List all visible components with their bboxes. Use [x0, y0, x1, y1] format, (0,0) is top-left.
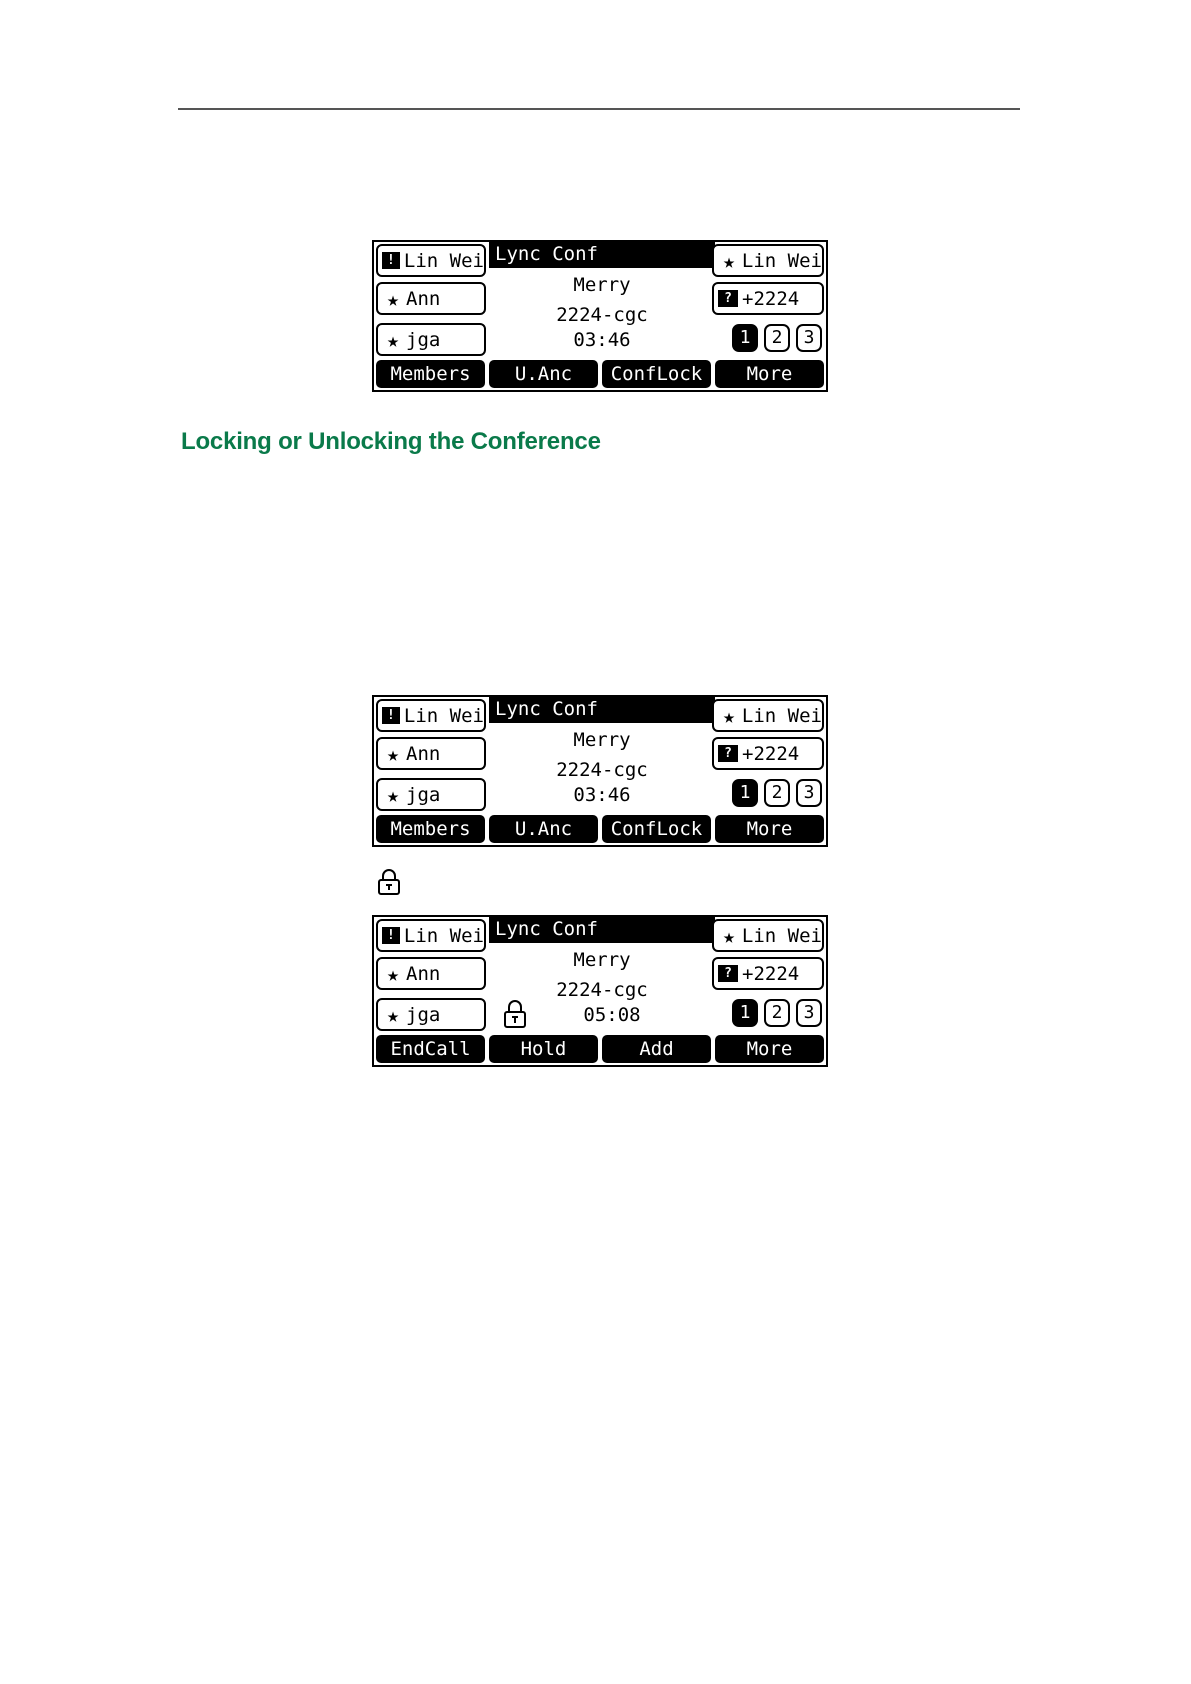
conflock-softkey[interactable]: ConfLock — [602, 815, 711, 843]
softkey-bar — [376, 815, 824, 843]
call-duration: 05:08 — [583, 1004, 641, 1026]
star-icon: ★ — [386, 286, 400, 311]
header-rule — [178, 108, 1020, 110]
line-key-label: +2224 — [742, 287, 800, 310]
page-2[interactable]: 2 — [764, 324, 790, 352]
caller-name: Merry — [573, 729, 631, 751]
page-3[interactable]: 3 — [796, 779, 822, 807]
endcall-softkey[interactable]: EndCall — [376, 1035, 485, 1063]
page-2[interactable]: 2 — [764, 779, 790, 807]
line-key-2224[interactable] — [712, 957, 824, 990]
line-key-label: Lin Wei — [403, 924, 484, 947]
page-2[interactable]: 2 — [764, 999, 790, 1027]
star-icon: ★ — [386, 1002, 400, 1027]
line-key-lin-wei-right[interactable] — [712, 919, 824, 952]
page-3[interactable]: 3 — [796, 999, 822, 1027]
call-duration: 03:46 — [573, 784, 631, 806]
line-key-label: +2224 — [742, 742, 800, 765]
uanc-softkey[interactable]: U.Anc — [489, 360, 598, 388]
alert-icon: ! — [382, 252, 400, 269]
line-key-label: Lin Wei — [403, 704, 484, 727]
caller-number: 2224-cgc — [556, 304, 648, 326]
page-3[interactable]: 3 — [796, 324, 822, 352]
section-heading: Locking or Unlocking the Conference — [181, 428, 601, 455]
line-key-ann[interactable] — [376, 282, 486, 315]
alert-icon: ! — [382, 707, 400, 724]
star-icon: ★ — [386, 327, 400, 352]
uanc-softkey[interactable]: U.Anc — [489, 815, 598, 843]
star-icon: ★ — [722, 703, 735, 728]
page-1[interactable]: 1 — [732, 324, 758, 352]
line-key-jga[interactable] — [376, 323, 486, 356]
line-key-2224[interactable] — [712, 737, 824, 770]
unknown-icon: ? — [718, 745, 738, 762]
phone-screen-2 — [372, 695, 828, 847]
unknown-icon: ? — [718, 965, 738, 982]
star-icon: ★ — [722, 923, 735, 948]
line-key-label: jga — [406, 328, 441, 351]
line-key-ann[interactable] — [376, 737, 486, 770]
softkey-bar — [376, 1035, 824, 1063]
screen-title: Lync Conf — [489, 917, 715, 943]
more-softkey[interactable]: More — [715, 1035, 824, 1063]
caller-name: Merry — [573, 949, 631, 971]
caller-number: 2224-cgc — [556, 759, 648, 781]
alert-icon: ! — [382, 927, 400, 944]
page-indicator — [732, 999, 822, 1027]
star-icon: ★ — [386, 961, 400, 986]
line-key-lin-wei[interactable] — [376, 919, 486, 952]
page-1[interactable]: 1 — [732, 779, 758, 807]
line-key-lin-wei-right[interactable] — [712, 244, 824, 277]
line-key-label: Lin Wei — [741, 924, 822, 947]
line-key-label: Lin Wei — [403, 249, 484, 272]
screen-title: Lync Conf — [489, 242, 715, 268]
phone-screen-3 — [372, 915, 828, 1067]
conflock-softkey[interactable]: ConfLock — [602, 360, 711, 388]
line-key-jga[interactable] — [376, 998, 486, 1031]
members-softkey[interactable]: Members — [376, 815, 485, 843]
members-softkey[interactable]: Members — [376, 360, 485, 388]
caller-number: 2224-cgc — [556, 979, 648, 1001]
star-icon: ★ — [386, 741, 400, 766]
more-softkey[interactable]: More — [715, 360, 824, 388]
line-key-label: Ann — [406, 742, 441, 765]
line-key-2224[interactable] — [712, 282, 824, 315]
lock-icon — [502, 999, 528, 1033]
call-duration: 03:46 — [573, 329, 631, 351]
more-softkey[interactable]: More — [715, 815, 824, 843]
star-icon: ★ — [722, 248, 735, 273]
line-key-lin-wei[interactable] — [376, 244, 486, 277]
page-indicator — [732, 779, 822, 807]
page-1[interactable]: 1 — [732, 999, 758, 1027]
star-icon: ★ — [386, 782, 400, 807]
line-key-label: +2224 — [742, 962, 800, 985]
line-key-lin-wei-right[interactable] — [712, 699, 824, 732]
hold-softkey[interactable]: Hold — [489, 1035, 598, 1063]
phone-screen-1 — [372, 240, 828, 392]
line-key-label: jga — [406, 1003, 441, 1026]
lock-icon — [376, 868, 402, 900]
screen-title: Lync Conf — [489, 697, 715, 723]
line-key-label: Lin Wei — [741, 704, 822, 727]
unknown-icon: ? — [718, 290, 738, 307]
line-key-ann[interactable] — [376, 957, 486, 990]
line-key-label: Ann — [406, 287, 441, 310]
line-key-label: Ann — [406, 962, 441, 985]
line-key-label: Lin Wei — [741, 249, 822, 272]
line-key-jga[interactable] — [376, 778, 486, 811]
line-key-lin-wei[interactable] — [376, 699, 486, 732]
add-softkey[interactable]: Add — [602, 1035, 711, 1063]
caller-name: Merry — [573, 274, 631, 296]
softkey-bar — [376, 360, 824, 388]
line-key-label: jga — [406, 783, 441, 806]
page-indicator — [732, 324, 822, 352]
